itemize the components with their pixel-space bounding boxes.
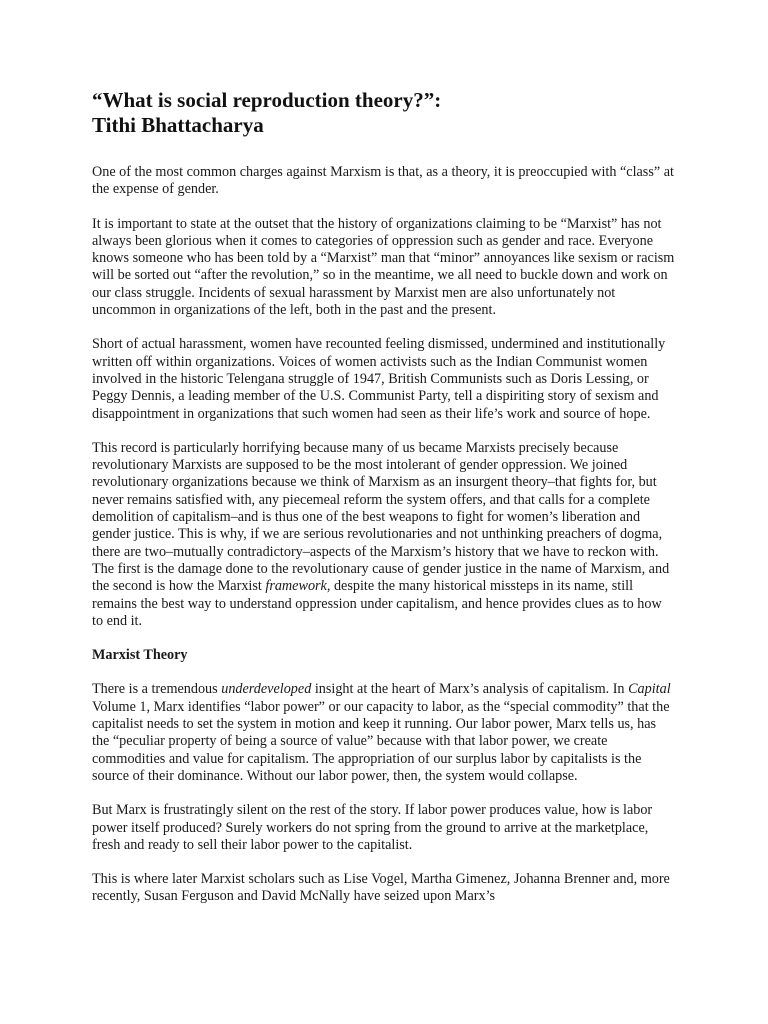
paragraph-7: This is where later Marxist scholars such as Lise Vogel, Martha Gimenez, Johanna Brenner and, more recently, Susan Ferguson and David McNally have seized upon Marx’s (92, 871, 670, 905)
paragraph-4-text-a: This record is particularly horrifying because many of us became Marxists precisely because revolutionary Marxists are supposed to be the most intolerant of gender oppression. We joined revolutionary organizations because we think of Marxism as an insurgent theory–that fights for, but never remains satisfied with, any piecemeal reform the system offers, and that calls for a complete demolition of capitalism–and is thus one of the best weapons to fight for women’s liberation and gender justice. This is why, if we are serious revolutionaries and not unthinking preachers of dogma, there are two–mutually contradictory–aspects of the Marxism’s history that we have to reckon with. The first is the damage done to the revolutionary cause of gender justice in the name of Marxism, and the second is how the Marxist (92, 439, 670, 595)
paragraph-5-emphasis-2: Capital (628, 681, 671, 698)
paragraph-2: It is important to state at the outset that the history of organizations claiming to be “Marxist” has not always been glorious when it comes to categories of oppression such as gender and race. Everyone knows someone who has been told by a “Marxist” man that “minor” annoyances like sexism or racism will be sorted out “after the revolution,” so in the meantime, we all need to buckle down and work on our class struggle. Incidents of sexual harassment by Marxist men are also unfortunately not uncommon in organizations of the left, both in the past and the present. (92, 215, 675, 319)
paragraph-4 (92, 440, 676, 630)
paragraph-5-text-a: There is a tremendous (92, 681, 222, 698)
title-line-1: “What is social reproduction theory?”: (92, 88, 442, 112)
paragraph-5 (92, 681, 676, 785)
paragraph-6: But Marx is frustratingly silent on the rest of the story. If labor power produces value, how is labor power itself produced? Surely workers do not spring from the ground to arrive at the marketplace, fresh and ready to sell their labor power to the capitalist. (92, 802, 653, 853)
paragraph-4-emphasis: framework (265, 578, 327, 595)
paragraph-5-text-c: Volume 1, Marx identifies “labor power” or our capacity to labor, as the “special commodity” that the capitalist needs to set the system in motion and keep it running. Our labor power, Marx tells us, has the “peculiar property of being a source of value” because with that labor power, we create commodities and value for capitalism. The appropriation of our surplus labor by capitalists is the source of their dominance. Without our labor power, then, the system would collapse. (92, 698, 670, 784)
document-title (92, 88, 676, 138)
paragraph-3: Short of actual harassment, women have recounted feeling dismissed, undermined and institutionally written off within organizations. Voices of women activists such as the Indian Communist women involved in the historic Telengana struggle of 1947, British Communists such as Doris Lessing, or Peggy Dennis, a leading member of the U.S. Communist Party, tell a dispiriting story of sexism and disappointment in organizations that such women had seen as their life’s work and source of hope. (92, 336, 666, 422)
paragraph-5-text-b: insight at the heart of Marx’s analysis of capitalism. In (311, 681, 629, 698)
paragraph-1: One of the most common charges against Marxism is that, as a theory, it is preoccupied with “class” at the expense of gender. (92, 164, 674, 198)
author-name: Tithi Bhattacharya (92, 113, 264, 137)
paragraph-5-emphasis-1: underdeveloped (221, 681, 312, 698)
section-heading-marxist-theory: Marxist Theory (92, 647, 188, 664)
document-page (92, 88, 676, 923)
paragraph-4-text-b: , despite the many historical missteps in its name, still remains the best way to understand oppression under capitalism, and hence provides clues as to how to end it. (92, 578, 662, 629)
